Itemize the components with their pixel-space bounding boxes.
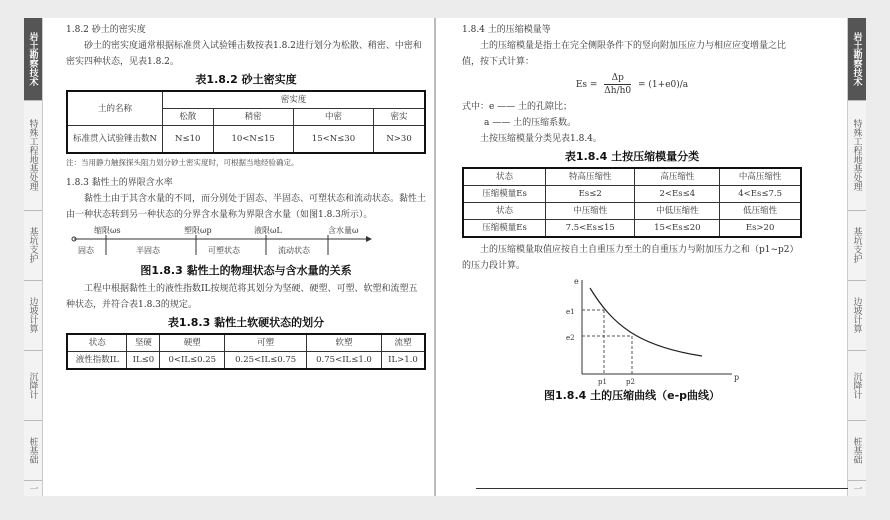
formula-fraction: [604, 72, 631, 97]
table-header-cell: 状态: [463, 203, 546, 220]
compression-curve-svg: [462, 274, 802, 386]
table-cell: 15<Es≤20: [635, 220, 720, 238]
compression-curve: [590, 288, 702, 356]
formula-where: a —— 土的压缩系数。: [484, 118, 577, 128]
table-cell: N≤10: [163, 126, 214, 154]
chart-tick: p2: [626, 378, 635, 386]
paragraph: 黏性土由于其含水量的不同，而分别处于固态、半固态、可塑状态和流动状态。黏性土由一种状态转到另一种状态的分界含水量称为界限含水量（如图1.8.3所示）。: [66, 194, 427, 220]
book-spread: [24, 18, 866, 496]
left-tab-4[interactable]: 边坡计算: [24, 280, 42, 351]
right-tab-2[interactable]: 特殊工程地基处理: [848, 100, 866, 211]
flow-label: 液限ωL: [254, 226, 282, 235]
table-cell: 4<Es≤7.5: [720, 186, 801, 203]
table-cell: 0.25<IL≤0.75: [225, 352, 307, 370]
table-cell: IL>1.0: [382, 352, 425, 370]
chart-y-label: e: [574, 277, 579, 286]
left-tab-1[interactable]: 岩土勘察技术: [24, 18, 42, 101]
table-header-cell: 稍密: [213, 109, 293, 126]
flow-state: 可塑状态: [208, 246, 240, 255]
left-tab-2[interactable]: 特殊工程地基处理: [24, 100, 42, 211]
table-header-cell: 密实度: [163, 91, 426, 109]
table-header-cell: 流塑: [382, 334, 425, 352]
book-gutter: [434, 18, 436, 496]
flow-state: 半固态: [136, 246, 160, 255]
right-tab-3[interactable]: 基坑支护: [848, 210, 866, 281]
formula-lhs: Es =: [575, 80, 598, 90]
table-header-cell: 中密: [293, 109, 373, 126]
figure-caption: 图1.8.4 土的压缩曲线（e-p曲线）: [543, 389, 721, 402]
table-row-label: 压缩模量Es: [463, 186, 546, 203]
chart-tick: p1: [598, 378, 607, 386]
table-cell: 0<IL≤0.25: [160, 352, 225, 370]
flow-arrow-head: [366, 236, 372, 242]
table-caption: 表1.8.2 砂土密实度: [195, 73, 297, 86]
table-header-cell: 高压缩性: [635, 168, 720, 186]
table-header-cell: 可塑: [225, 334, 307, 352]
table-header-cell: 松散: [163, 109, 214, 126]
table-note: 注：当用静力触探探头阻力划分砂土密实度时，可根据当地经验确定。: [66, 158, 299, 167]
table-header-cell: 坚硬: [127, 334, 160, 352]
table-cell: N>30: [374, 126, 425, 154]
table-header-cell: 土的名称: [67, 91, 163, 126]
table-header-cell: 密实: [374, 109, 425, 126]
consistency-limit-diagram: [66, 227, 426, 261]
sand-density-table: [66, 90, 426, 154]
chart-tick: e2: [566, 334, 575, 342]
table-caption: 表1.8.3 黏性土软硬状态的划分: [167, 316, 325, 329]
compression-class-table: [462, 167, 802, 238]
table-caption: 表1.8.4 土按压缩模量分类: [564, 150, 700, 163]
paragraph: 土按压缩模量分类见表1.8.4。: [480, 134, 602, 144]
table-cell: 2<Es≤4: [635, 186, 720, 203]
flow-label: 缩限ωs: [94, 226, 121, 235]
table-cell: Es>20: [720, 220, 801, 238]
chart-tick: e1: [566, 308, 575, 316]
right-tab-4[interactable]: 边坡计算: [848, 280, 866, 351]
section-heading: 1.8.3 黏性土的界限含水率: [66, 178, 173, 188]
paragraph: 工程中根据黏性土的液性指数IL按规范将其划分为坚硬、硬塑、可塑、软塑和流塑五种状态，并符合表1.8.3的规定。: [66, 284, 418, 310]
table-header-cell: 硬塑: [160, 334, 225, 352]
table-header-cell: 状态: [67, 334, 127, 352]
right-tab-6[interactable]: 桩基础: [848, 420, 866, 481]
table-cell: 0.75<IL≤1.0: [306, 352, 381, 370]
section-heading: 1.8.4 土的压缩模量等: [462, 25, 551, 35]
table-header-cell: 特高压缩性: [546, 168, 635, 186]
compression-curve-figure: [462, 274, 802, 386]
left-tab-7[interactable]: 一: [27, 483, 38, 493]
table-header-cell: 软塑: [306, 334, 381, 352]
formula-denominator: Δh/h0: [604, 86, 632, 96]
table-row-label: 液性指数IL: [67, 352, 127, 370]
flow-label: 含水量ω: [328, 226, 359, 235]
table-row-label: 标准贯入试验锤击数N: [67, 126, 163, 154]
formula-where: 式中：e —— 土的孔隙比；: [462, 102, 573, 112]
section-heading: 1.8.2 砂土的密实度: [66, 25, 146, 35]
paragraph: 土的压缩模量是指土在完全侧限条件下的竖向附加压应力与相应应变增量之比值，按下式计算：: [462, 41, 787, 67]
left-thumb-index: [24, 18, 43, 496]
paragraph: 土的压缩模量取值应按自土自重压力至土的自重压力与附加压力之和（p1~p2）的压力段计算。: [462, 245, 799, 271]
right-tab-5[interactable]: 沉降计: [848, 350, 866, 421]
paragraph: 砂土的密实度通常根据标准贯入试验锤击数按表1.8.2进行划分为松散、稍密、中密和密实四种状态，见表1.8.2。: [66, 41, 422, 67]
left-tab-3[interactable]: 基坑支护: [24, 210, 42, 281]
table-header-cell: 状态: [463, 168, 546, 186]
table-header-cell: 中低压缩性: [635, 203, 720, 220]
table-cell: Es≤2: [546, 186, 635, 203]
formula-rhs: = (1+e0)/a: [638, 80, 689, 90]
table-cell: 15<N≤30: [293, 126, 373, 154]
table-row-label: 压缩模量Es: [463, 220, 546, 238]
chart-x-label: p: [734, 373, 740, 382]
left-tab-6[interactable]: 桩基础: [24, 420, 42, 481]
table-header-cell: 中高压缩性: [720, 168, 801, 186]
table-cell: 7.5<Es≤15: [546, 220, 635, 238]
left-tab-5[interactable]: 沉降计: [24, 350, 42, 421]
table-header-cell: 低压缩性: [720, 203, 801, 220]
next-table-top-rule: [476, 488, 848, 497]
modulus-formula: [462, 72, 802, 97]
right-tab-1[interactable]: 岩土勘察技术: [848, 18, 866, 101]
table-cell: IL≤0: [127, 352, 160, 370]
table-cell: 10<N≤15: [213, 126, 293, 154]
left-page: [66, 22, 426, 370]
flow-state: 固态: [78, 246, 94, 255]
table-header-cell: 中压缩性: [546, 203, 635, 220]
formula-numerator: Δp: [604, 72, 631, 85]
right-tab-7[interactable]: 一: [851, 483, 862, 493]
right-page: [462, 22, 802, 406]
flow-state: 流动状态: [278, 246, 310, 255]
right-thumb-index: [847, 18, 866, 496]
clay-state-table: [66, 333, 426, 370]
figure-caption: 图1.8.3 黏性土的物理状态与含水量的关系: [140, 264, 352, 277]
flow-label: 塑限ωp: [184, 226, 212, 235]
